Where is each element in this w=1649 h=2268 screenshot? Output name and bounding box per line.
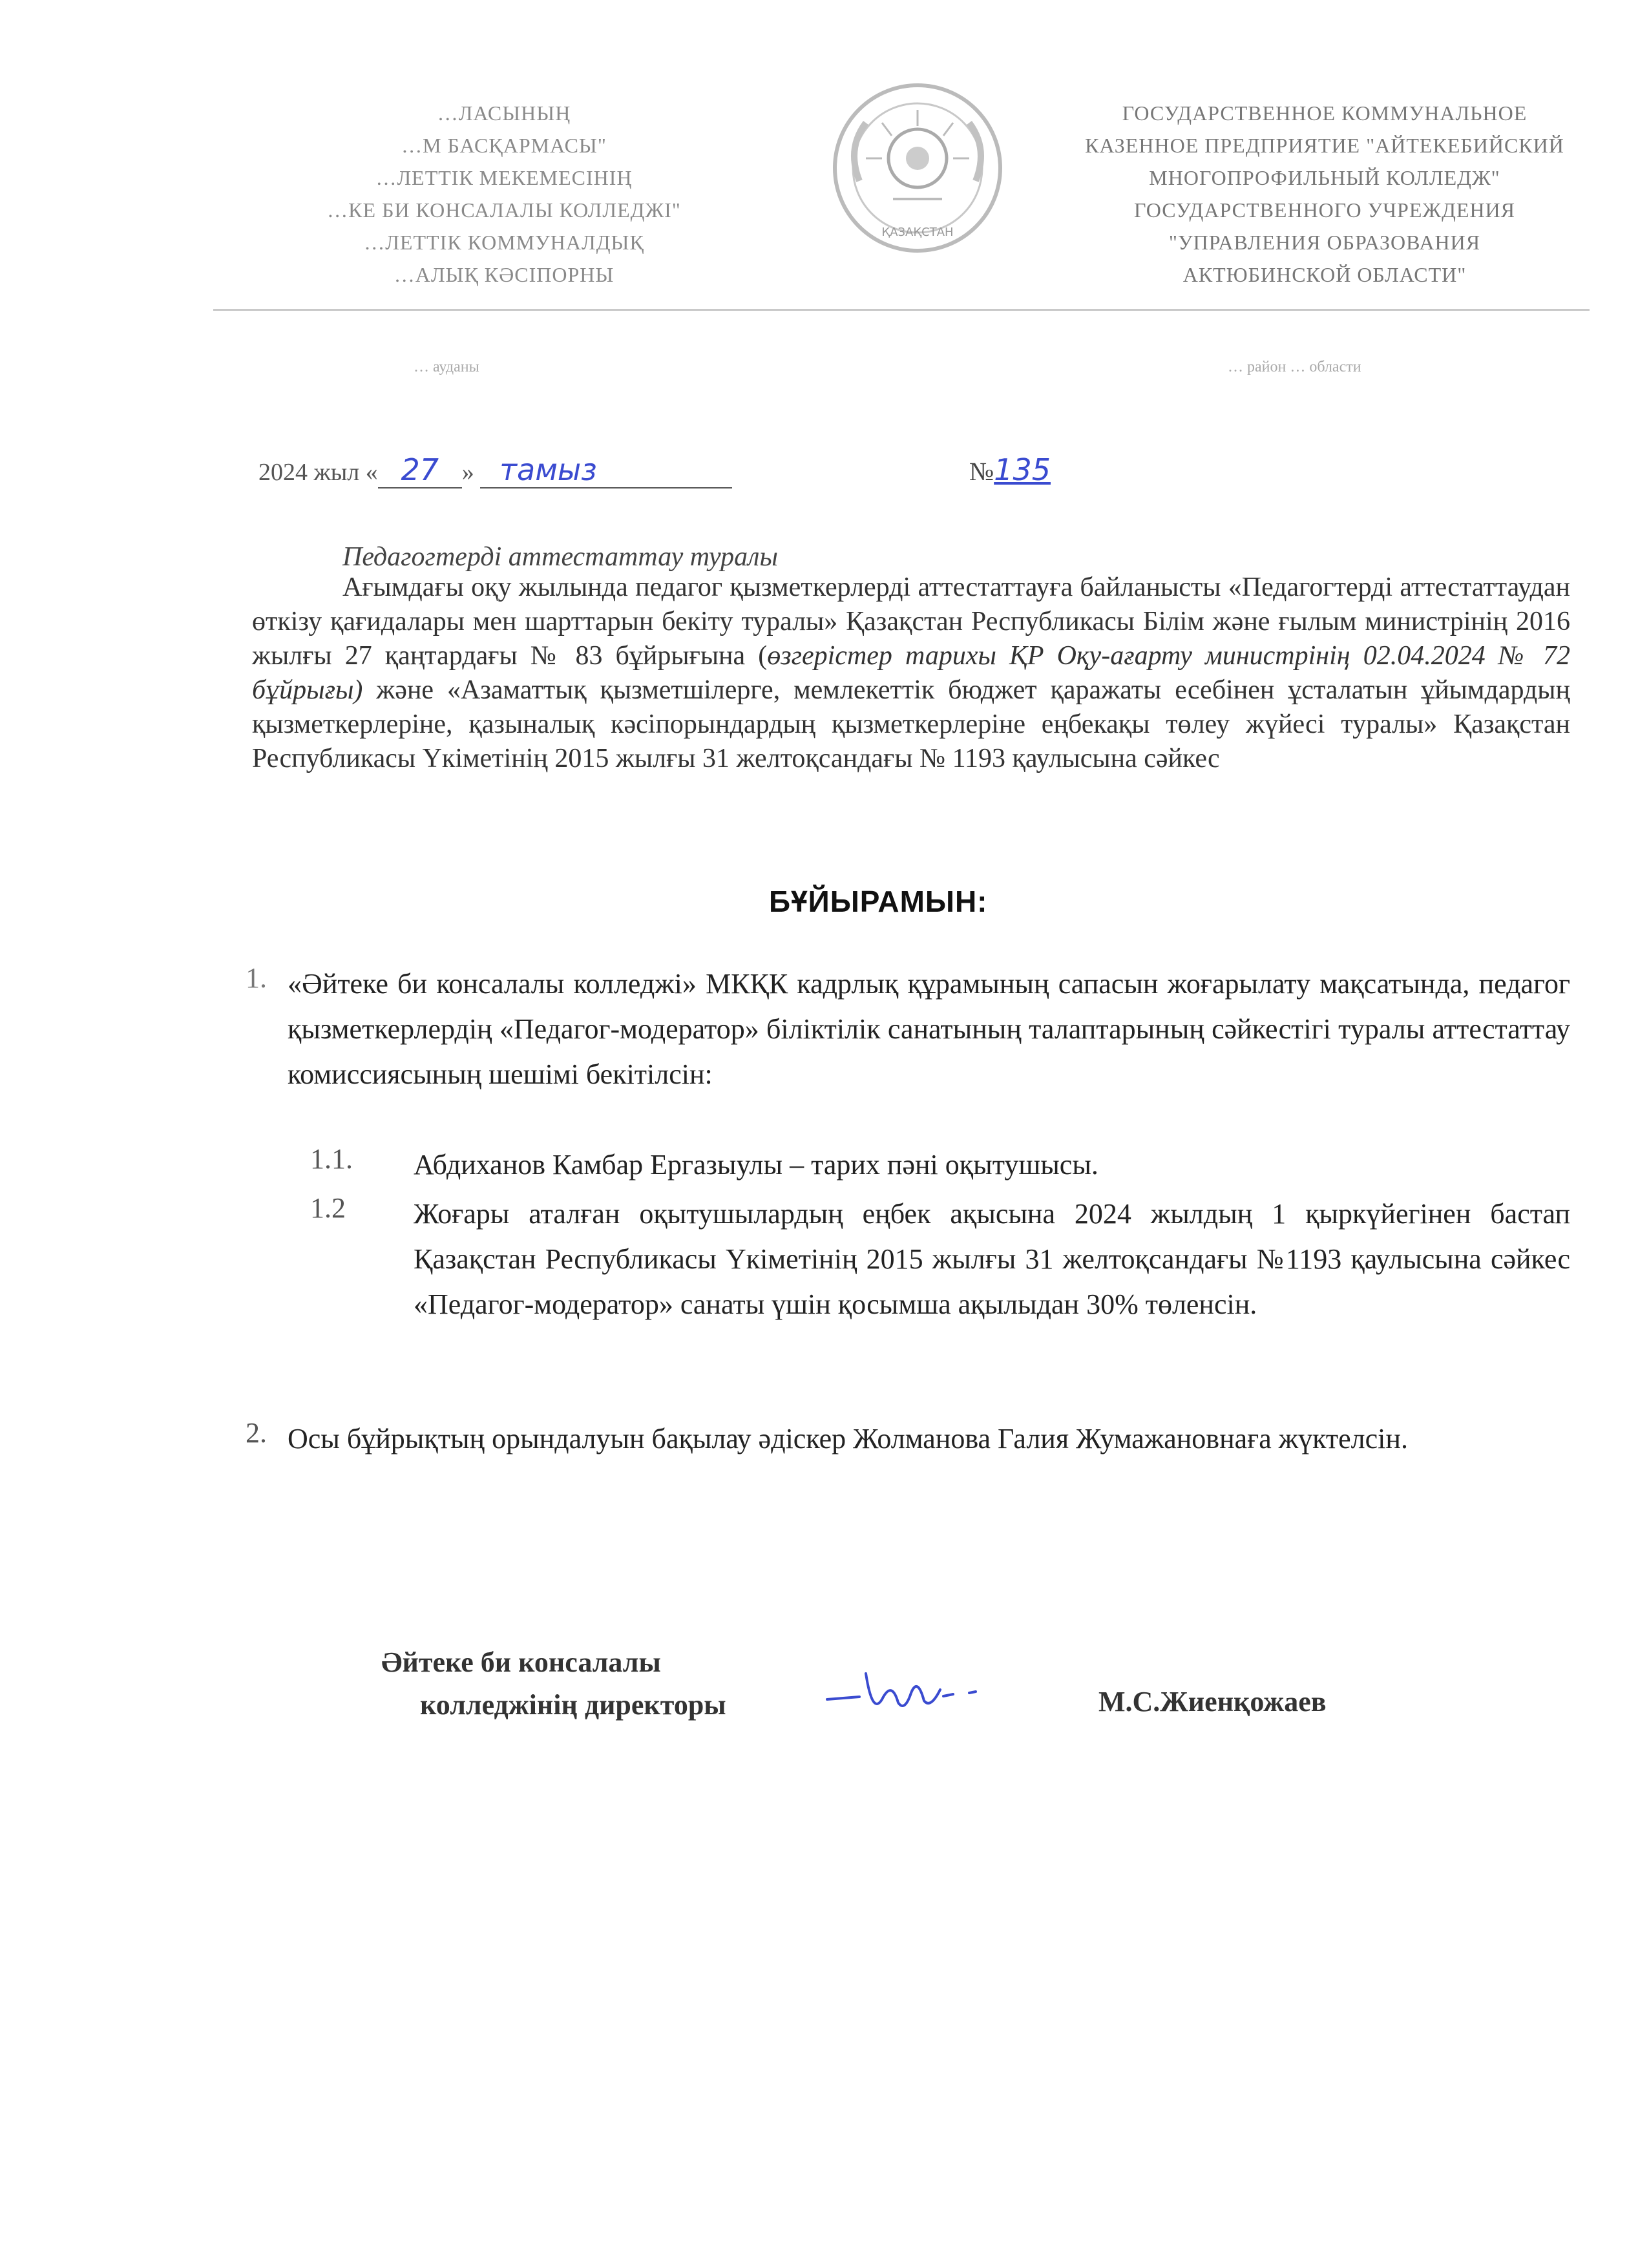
order-subject: Педагогтерді аттестаттау туралы (342, 542, 778, 572)
item-number: 1.2 (310, 1192, 346, 1224)
state-emblem-icon (821, 71, 1014, 265)
preamble-part2: және «Азаматтық қызметшілерге, мемлекеттік бюджет қаражаты есебінен ұсталатын ұйымдардың қызметкерлеріне, қазыналық кәсіпорындардың қызметкерлеріне еңбекақы төлеу жүйесі туралы» Қазақстан Республикасы Үкіметінің 2015 жылғы 31 желтоқсандағы № 1193 қаулысына сәйкес (252, 675, 1570, 773)
order-heading: БҰЙЫРАМЫН: (769, 885, 988, 918)
order-date (258, 452, 732, 488)
order-item-1-1: Абдиханов Камбар Ергазыулы – тарих пәні оқытушысы. (414, 1149, 1098, 1181)
order-item-1: «Әйтеке би консалалы колледжі» МКҚК кадрлық құрамының сапасын жоғарылату мақсатында, педагог қызметкерлердің «Педагог-модератор» біліктілік санатының талаптарының сәйкестігі туралы аттестаттау комиссиясының шешімі бекітілсін: (288, 968, 1570, 1090)
signatory-title-line: колледжінің директоры (420, 1689, 726, 1721)
signatory-position (381, 1641, 726, 1727)
header-right-line: МНОГОПРОФИЛЬНЫЙ КОЛЛЕДЖ" (1149, 166, 1500, 189)
header-divider (213, 309, 1590, 311)
signatory-org-line: Әйтеке би консалалы (381, 1646, 661, 1678)
header-right-line: ГОСУДАРСТВЕННОГО УЧРЕЖДЕНИЯ (1134, 198, 1515, 222)
header-left-line: …ЛАСЫНЫҢ (437, 101, 571, 125)
preamble-part1: Ағымдағы оқу жылында педагог қызметкерлерді аттестаттауға байланысты «Педагогтерді аттестаттаудан өткізу қағидалары мен шарттарын бекіту туралы» Қазақстан Республикасы Білім және ғылым министрінің 2016 жылғы 27 қаңтардағы № 83 бұйрығына ( (252, 572, 1570, 671)
header-sub-right: … район … области (1228, 359, 1361, 375)
header-kazakh-block (213, 97, 795, 291)
item-number: 1. (246, 962, 267, 994)
order-item-2: Осы бұйрықтың орындалуын бақылау әдіскер Жолманова Галия Жумажановнаға жүктелсін. (288, 1423, 1408, 1454)
header-right-line: ГОСУДАРСТВЕННОЕ КОММУНАЛЬНОЕ (1122, 101, 1528, 125)
order-number (969, 452, 1051, 487)
header-left-line: …ЛЕТТІК КОММУНАЛДЫҚ (364, 231, 644, 254)
preamble-paragraph (252, 571, 1570, 776)
header-left-line: …ЛЕТТІК МЕКЕМЕСІНІҢ (375, 166, 633, 189)
number-value: 135 (994, 452, 1051, 487)
order-item-1-2: Жоғары аталған оқытушылардың еңбек ақысына 2024 жылдың 1 қыркүйегінен бастап Қазақстан Республикасы Үкіметінің 2015 жылғы 31 желтоқсандағы №1193 қаулысына сәйкес «Педагог-модератор» санаты үшін қосымша ақылыдан 30% төленсін. (414, 1198, 1570, 1320)
handwritten-signature-icon (821, 1654, 1027, 1725)
date-prefix: 2024 жыл « (258, 459, 378, 486)
date-day: 27 (378, 452, 462, 488)
item-number: 1.1. (310, 1143, 353, 1175)
header-right-line: КАЗЕННОЕ ПРЕДПРИЯТИЕ "АЙТЕКЕБИЙСКИЙ (1085, 134, 1564, 157)
preamble-italic: өзгерістер тарихы ҚР Оқу-ағарту министрінің 02.04.2024 № 72 бұйрығы) (252, 641, 1570, 705)
signatory-name: М.С.Жиенқожаев (1098, 1686, 1327, 1717)
emblem-text: ҚАЗАҚСТАН (881, 226, 954, 239)
header-russian-block (1040, 97, 1609, 291)
date-month: тамыз (480, 452, 732, 488)
number-label: № (969, 457, 994, 486)
header-sub-left: … ауданы (414, 359, 479, 375)
header-left-line: …АЛЫҚ КӘСІПОРНЫ (394, 263, 614, 286)
header-right-line: "УПРАВЛЕНИЯ ОБРАЗОВАНИЯ (1168, 231, 1481, 254)
header-right-line: АКТЮБИНСКОЙ ОБЛАСТИ" (1182, 263, 1467, 286)
date-middle: » (461, 459, 474, 486)
item-number: 2. (246, 1417, 267, 1449)
header-left-line: …М БАСҚАРМАСЫ" (401, 134, 607, 157)
header-left-line: …КЕ БИ КОНСАЛАЛЫ КОЛЛЕДЖІ" (327, 198, 681, 222)
